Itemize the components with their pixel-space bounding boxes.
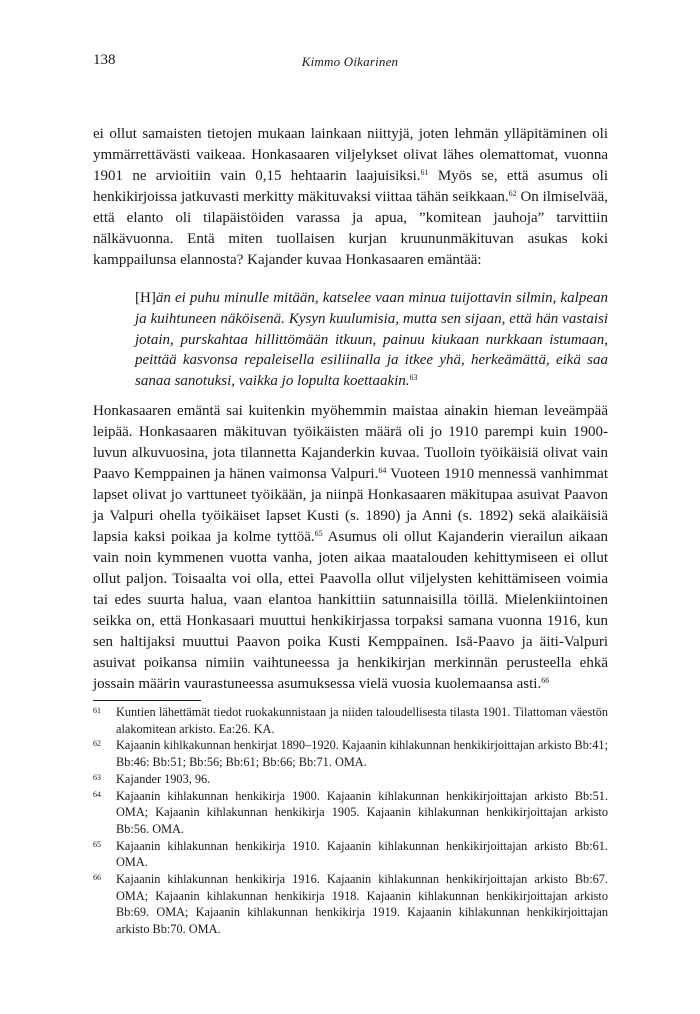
paragraph-text: ei ollut samaisten tietojen mukaan lainkaan niittyjä, joten lehmän ylläpitäminen oli ymmärrettävästi vaikeaa. Honkasaaren viljelykset olivat lähes olemattomat, vuonna 1901 ne arvioitiin vain 0,15 hehtaarin laajuisiksi. — [93, 126, 608, 184]
footnotes — [93, 704, 608, 938]
footnote-ref[interactable]: 64 — [378, 466, 387, 475]
paragraph-text: Honkasaaren emäntä sai kuitenkin myöhemmin maistaa ainakin hieman leveämpää leipää. Honkasaaren mäkituvan työikäisten määrä oli jo 1910 parempi kuin 1900-luvun alkuvuosina, jota tilannetta Kajanderkin kuvaa. Tuolloin työikäisiä olivat vain Paavo Kemppainen ja hänen vaimonsa Valpuri. — [93, 403, 608, 482]
footnote-ref[interactable]: 63 — [409, 373, 418, 383]
footnote — [93, 771, 608, 788]
block-quote — [135, 288, 608, 392]
footnote-number: 61 — [93, 706, 101, 715]
quote-text: än ei puhu minulle mitään, katselee vaan minua tuijottavin silmin, kalpean ja kuihtuneen näköisenä. Kysyn kuulumisia, mutta sen sijaan, että hän vastaisi jotain, purskahtaa hillittömään itkuun, painuu kiukaan nurkkaan istumaan, peittää kasvonsa repaleisella esiliinalla ja itkee yhä, herkeämättä, eikä saa sanaa sanotuksi, vaikka jo lopulta koettaakin. — [135, 290, 608, 390]
footnote — [93, 737, 608, 770]
footnote-number: 65 — [93, 839, 101, 849]
footnote — [93, 871, 608, 938]
footnote-number: 64 — [93, 789, 101, 799]
paragraph-text: On ilmiselvää, että elanto oli tilapäistöiden varassa ja apua, ”komitean jauhoja” tarvittiin nälkävuonna. Entä miten tuollaisen kurjan kruununmäkituvan asukas koki kamppailunsa elannosta? Kajander kuvaa Honkasaaren emäntää: — [93, 189, 608, 268]
footnote-ref[interactable]: 61 — [420, 168, 429, 177]
footnote — [93, 704, 608, 737]
footnote-divider — [93, 700, 201, 701]
paragraph-text: Myös se, että asumus oli henkikirjoissa jatkuvasti merkitty mäkituvaksi viittaa tähän seikkaan. — [93, 168, 609, 205]
body-paragraph-1 — [93, 124, 608, 271]
footnote-number: 62 — [93, 739, 101, 749]
footnote-number: 63 — [93, 772, 101, 782]
footnote-ref[interactable]: 66 — [541, 676, 550, 685]
footnote — [93, 838, 608, 871]
paragraph-text: Vuoteen 1910 mennessä vanhimmat lapset olivat jo varttuneet työikään, ja niinpä Honkasaaren mäkitupaa asuivat Paavon ja Valpuri ohella työikäiset lapset Kusti (s. 1890) ja Anni (s. 1892) sekä alaikäisiä lapsia kaksi poikaa ja kolme tyttöä. — [93, 466, 608, 545]
footnote-text: Kajaanin kihlakunnan henkikirja 1900. Kajaanin kihlakunnan henkikirjoittajan arkisto Bb:51. OMA; Kajaanin kihlakunnan henkikirja 1905. Kajaanin kihlakunnan henkikirjoittajan arkisto Bb:56. OMA. — [116, 788, 608, 836]
footnote-text: Kajaanin kihlakunnan henkikirja 1916. Kajaanin kihlakunnan henkikirjoittajan arkisto Bb:67. OMA; Kajaanin kihlakunnan henkikirja 1918. Kajaanin kihlakunnan henkikirjoittajan arkisto Bb:69. OMA; Kajaanin kihlakunnan henkikirja 1919. Kajaanin kihlakunnan henkikirjoittajan arkisto Bb:70. OMA. — [116, 872, 608, 937]
footnote — [93, 788, 608, 838]
footnote-text: Kajander 1903, 96. — [116, 771, 211, 786]
footnote-text: Kajaanin kihlakunnan henkikirja 1910. Kajaanin kihlakunnan henkikirjoittajan arkisto Bb:61. OMA. — [116, 838, 608, 870]
footnote-number: 66 — [93, 873, 101, 883]
page-number: 138 — [93, 52, 116, 68]
footnote-ref[interactable]: 65 — [314, 529, 323, 538]
paragraph-text: Asumus oli ollut Kajanderin vierailun aikaan vain noin kymmenen vuotta vanha, joten aikaa maatalouden kehittymiseen ei ollut ollut paljon. Toisaalta voi olla, ettei Paavolla ollut viljelysten kehittämiseen voimia tai edes suurta halua, vaan elantoa hankittiin satunnaisilla töillä. Mielenkiintoinen seikka on, että Honkasaari muuttui henkikirjassa torpaksi samana vuonna 1916, kun sen haltijaksi muuttui Paavon poika Kusti Kemppainen. Isä-Paavo ja äiti-Valpuri asuivat poikansa nimiin vaihtuneessa ja henkikirjan merkinnän perusteella ehkä jossain määrin vaurastuneessa asumuksessa vielä vuosia kuolemaansa asti. — [93, 529, 608, 692]
footnote-ref[interactable]: 62 — [508, 189, 517, 198]
footnote-text: Kajaanin kihlkakunnan henkirjat 1890–1920. Kajaanin kihlakunnan henkikirjoittajan arkisto Bb:41; Bb:46: Bb:51; Bb:56; Bb:61; Bb:66; Bb:71. OMA. — [116, 738, 608, 770]
quote-lead: [H] — [135, 290, 156, 306]
footnote-text: Kuntien lähettämät tiedot ruokakunnistaan ja niiden taloudellisesta tilasta 1901. Tilattoman väestön alakomitean arkisto. Ea:26. KA. — [116, 705, 608, 736]
running-head: Kimmo Oikarinen — [301, 54, 399, 69]
body-paragraph-2 — [93, 401, 608, 695]
